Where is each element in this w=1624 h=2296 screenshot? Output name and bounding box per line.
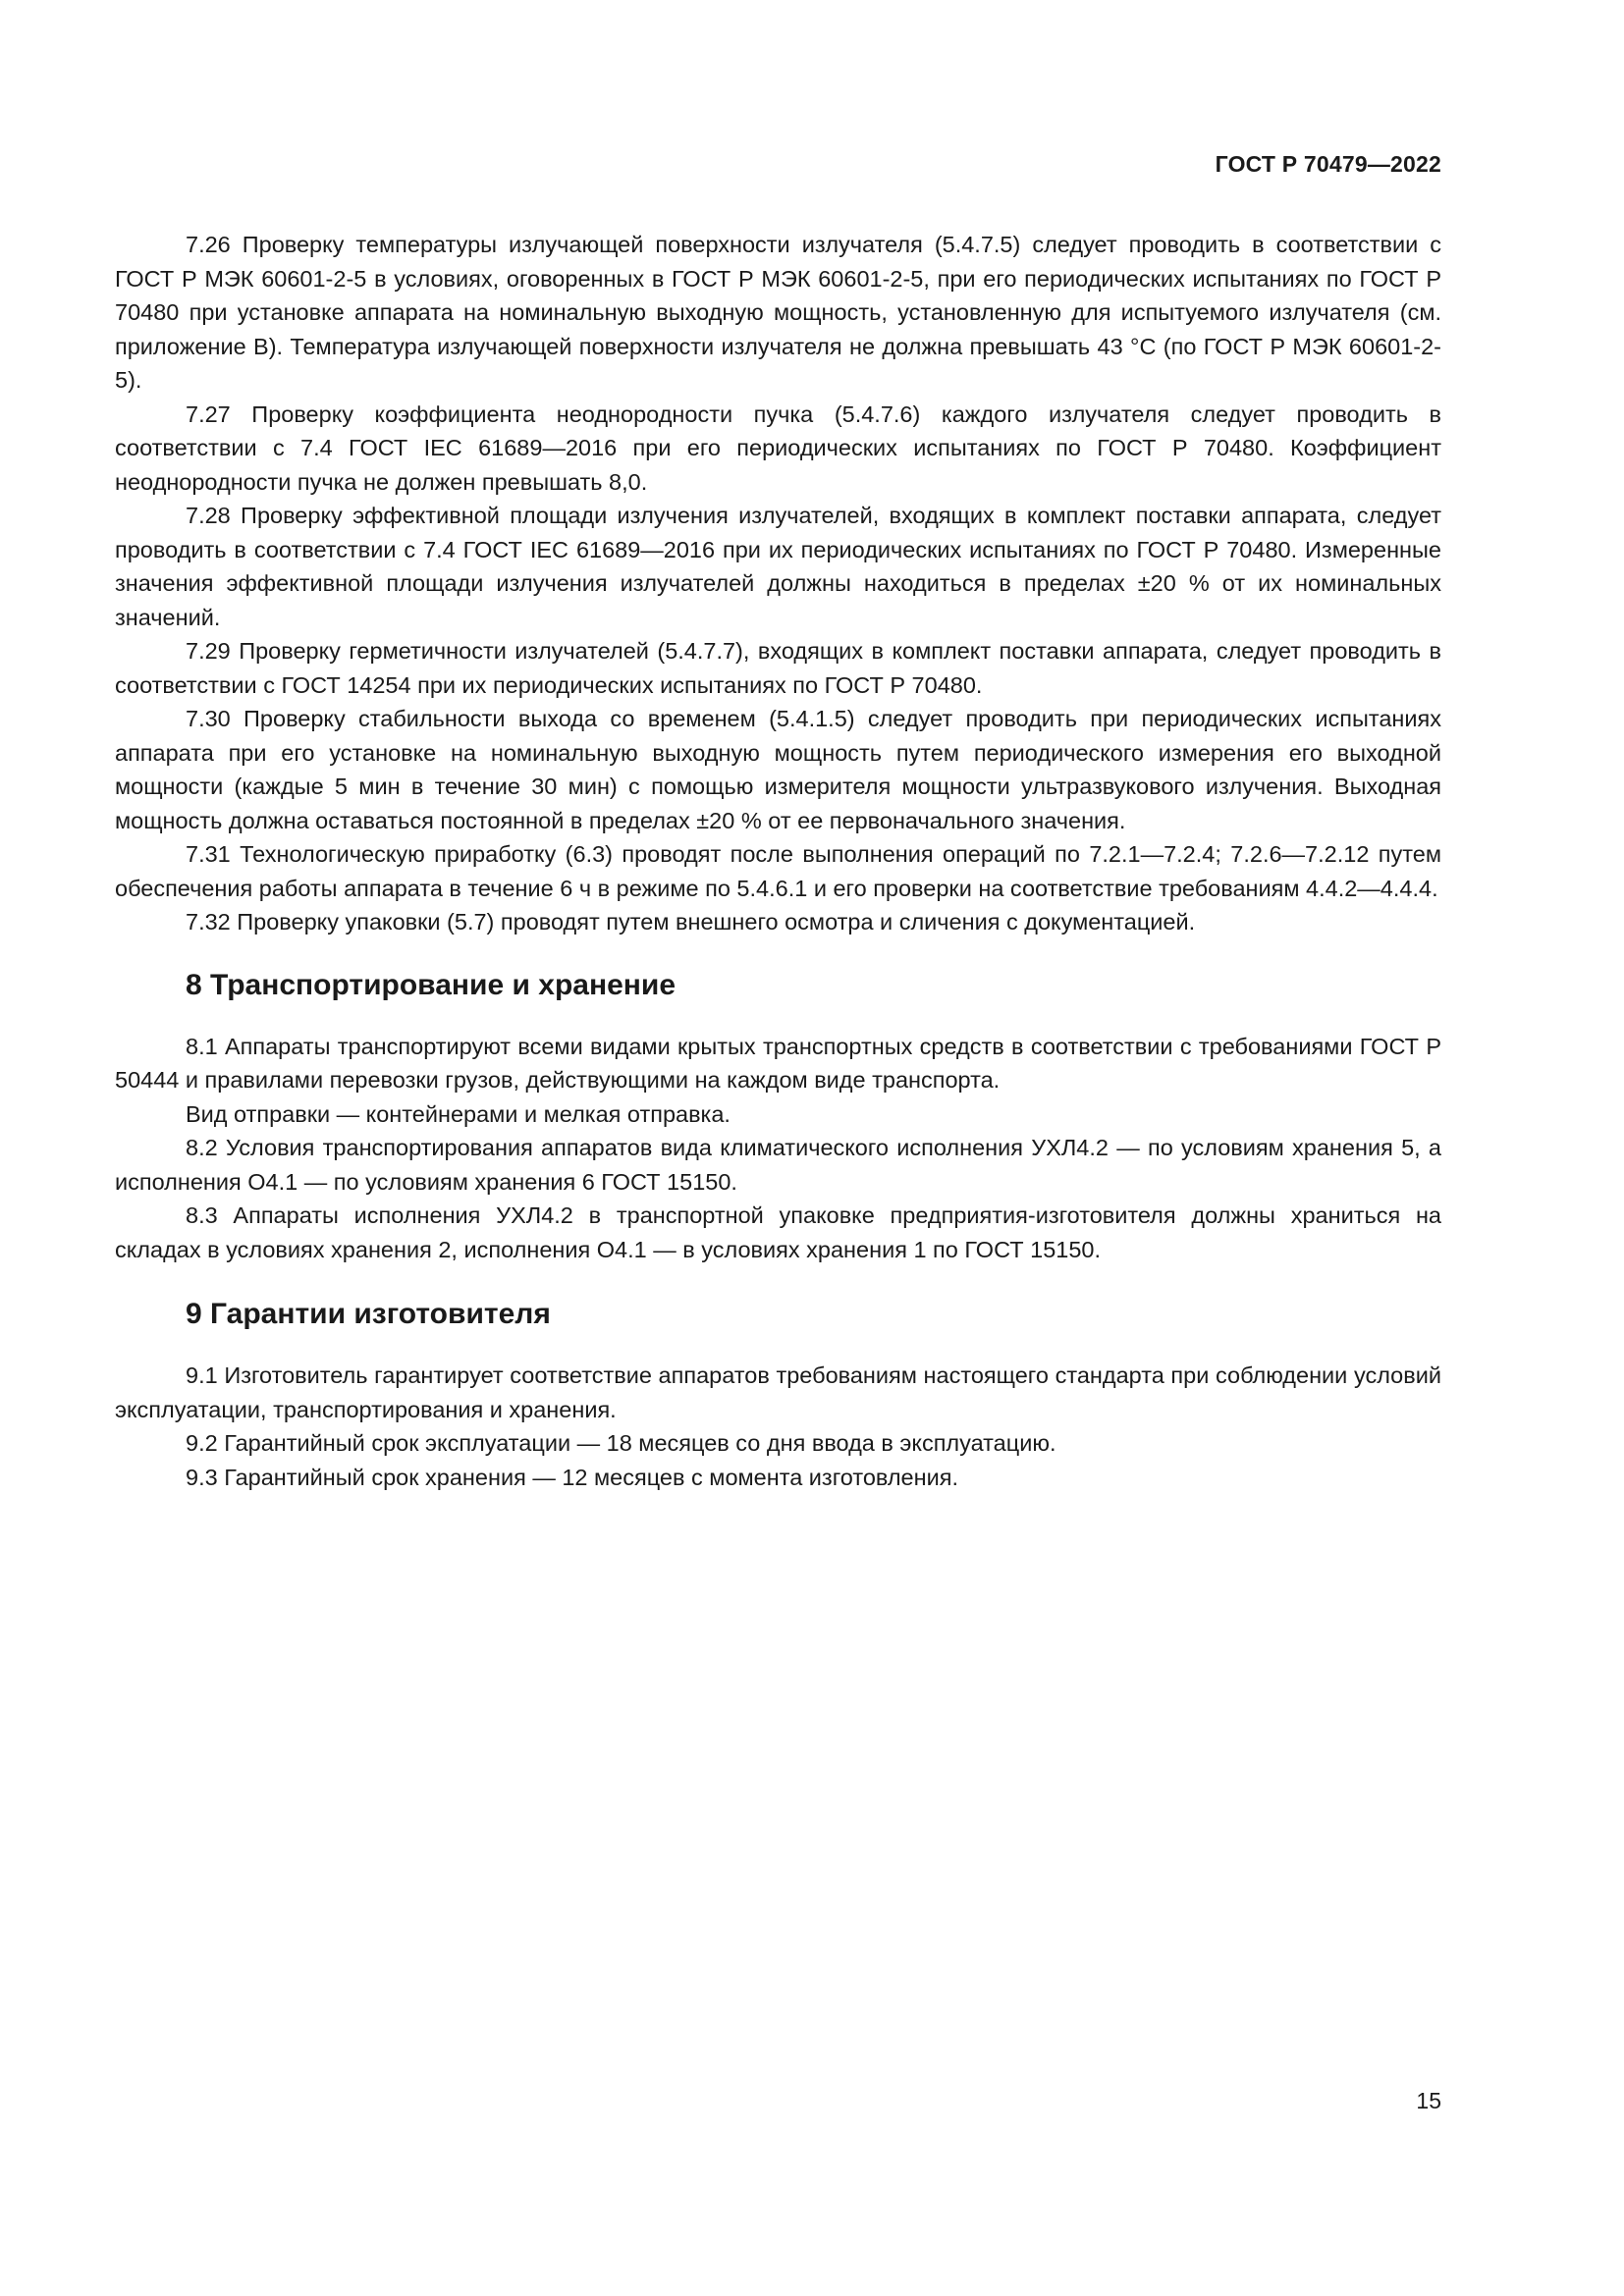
paragraph-7-29: 7.29 Проверку герметичности излучателей (5.4.7.7), входящих в комплект поставки аппарата, следует проводить в соответствии с ГОСТ 14254 при их периодических испытаниях по ГОСТ Р 70480. xyxy=(115,638,1441,698)
paragraph-9-1: 9.1 Изготовитель гарантирует соответствие аппаратов требованиям настоящего стандарта при соблюдении условий эксплуатации, транспортирования и хранения. xyxy=(115,1362,1441,1422)
page-number: 15 xyxy=(1416,2088,1441,2113)
paragraph-8-1: 8.1 Аппараты транспортируют всеми видами крытых транспортных средств в соответствии с требованиями ГОСТ Р 50444 и правилами перевозки грузов, действующими на каждом виде транспорта. xyxy=(115,1033,1441,1093)
paragraph-7-32: 7.32 Проверку упаковки (5.7) проводят путем внешнего осмотра и сличения с документацией. xyxy=(186,909,1196,934)
section-heading-8: 8 Транспортирование и хранение xyxy=(186,968,677,1001)
page-content xyxy=(115,228,1441,1494)
paragraph-7-31: 7.31 Технологическую приработку (6.3) проводят после выполнения операций по 7.2.1—7.2.4; 7.2.6—7.2.12 путем обеспечения работы аппарата в течение 6 ч в режиме по 5.4.6.1 и его проверки на соответствие требованиям 4.4.2—4.4.4. xyxy=(115,841,1441,901)
paragraph-7-28: 7.28 Проверку эффективной площади излучения излучателей, входящих в комплект поставки аппарата, следует проводить в соответствии с 7.4 ГОСТ IEC 61689—2016 при их периодических испытаниях по ГОСТ Р 70480. Измеренные значения эффективной площади излучения излучателей должны находиться в пределах ±20 % от их номинальных значений. xyxy=(115,503,1441,630)
paragraph-7-27: 7.27 Проверку коэффициента неоднородности пучка (5.4.7.6) каждого излучателя следует проводить в соответствии с 7.4 ГОСТ IEC 61689—2016 при его периодических испытаниях по ГОСТ Р 70480. Коэффициент неоднородности пучка не должен превышать 8,0. xyxy=(115,400,1441,495)
paragraph-9-2: 9.2 Гарантийный срок эксплуатации — 18 месяцев со дня ввода в эксплуатацию. xyxy=(186,1430,1056,1456)
section-heading-9: 9 Гарантии изготовителя xyxy=(186,1298,551,1330)
paragraph-8-1-shipping: Вид отправки — контейнерами и мелкая отправка. xyxy=(186,1100,731,1127)
document-id-header: ГОСТ Р 70479—2022 xyxy=(1215,151,1441,177)
paragraph-9-3: 9.3 Гарантийный срок хранения — 12 месяцев с момента изготовления. xyxy=(186,1464,958,1490)
paragraph-8-2: 8.2 Условия транспортирования аппаратов вида климатического исполнения УХЛ4.2 — по условиям хранения 5, а исполнения О4.1 — по условиям хранения 6 ГОСТ 15150. xyxy=(115,1135,1441,1195)
paragraph-7-30: 7.30 Проверку стабильности выхода со временем (5.4.1.5) следует проводить при периодических испытаниях аппарата при его установке на номинальную выходную мощность путем периодического измерения его выходной мощности (каждые 5 мин в течение 30 мин) с помощью измерителя мощности ультразвукового излучения. Выходная мощность должна оставаться постоянной в пределах ±20 % от ее первоначального значения. xyxy=(115,706,1441,833)
paragraph-7-26: 7.26 Проверку температуры излучающей поверхности излучателя (5.4.7.5) следует проводить в соответствии с ГОСТ Р МЭК 60601-2-5 в условиях, оговоренных в ГОСТ Р МЭК 60601-2-5, при его периодических испытаниях по ГОСТ Р 70480 при установке аппарата на номинальную выходную мощность, установленную для испытуемого излучателя (см. приложение В). Температура излучающей поверхности излучателя не должна превышать 43 °С (по ГОСТ Р МЭК 60601-2-5). xyxy=(115,232,1441,393)
paragraph-8-3: 8.3 Аппараты исполнения УХЛ4.2 в транспортной упаковке предприятия-изготовителя должны храниться на складах в условиях хранения 2, исполнения О4.1 — в условиях хранения 1 по ГОСТ 15150. xyxy=(115,1202,1441,1262)
